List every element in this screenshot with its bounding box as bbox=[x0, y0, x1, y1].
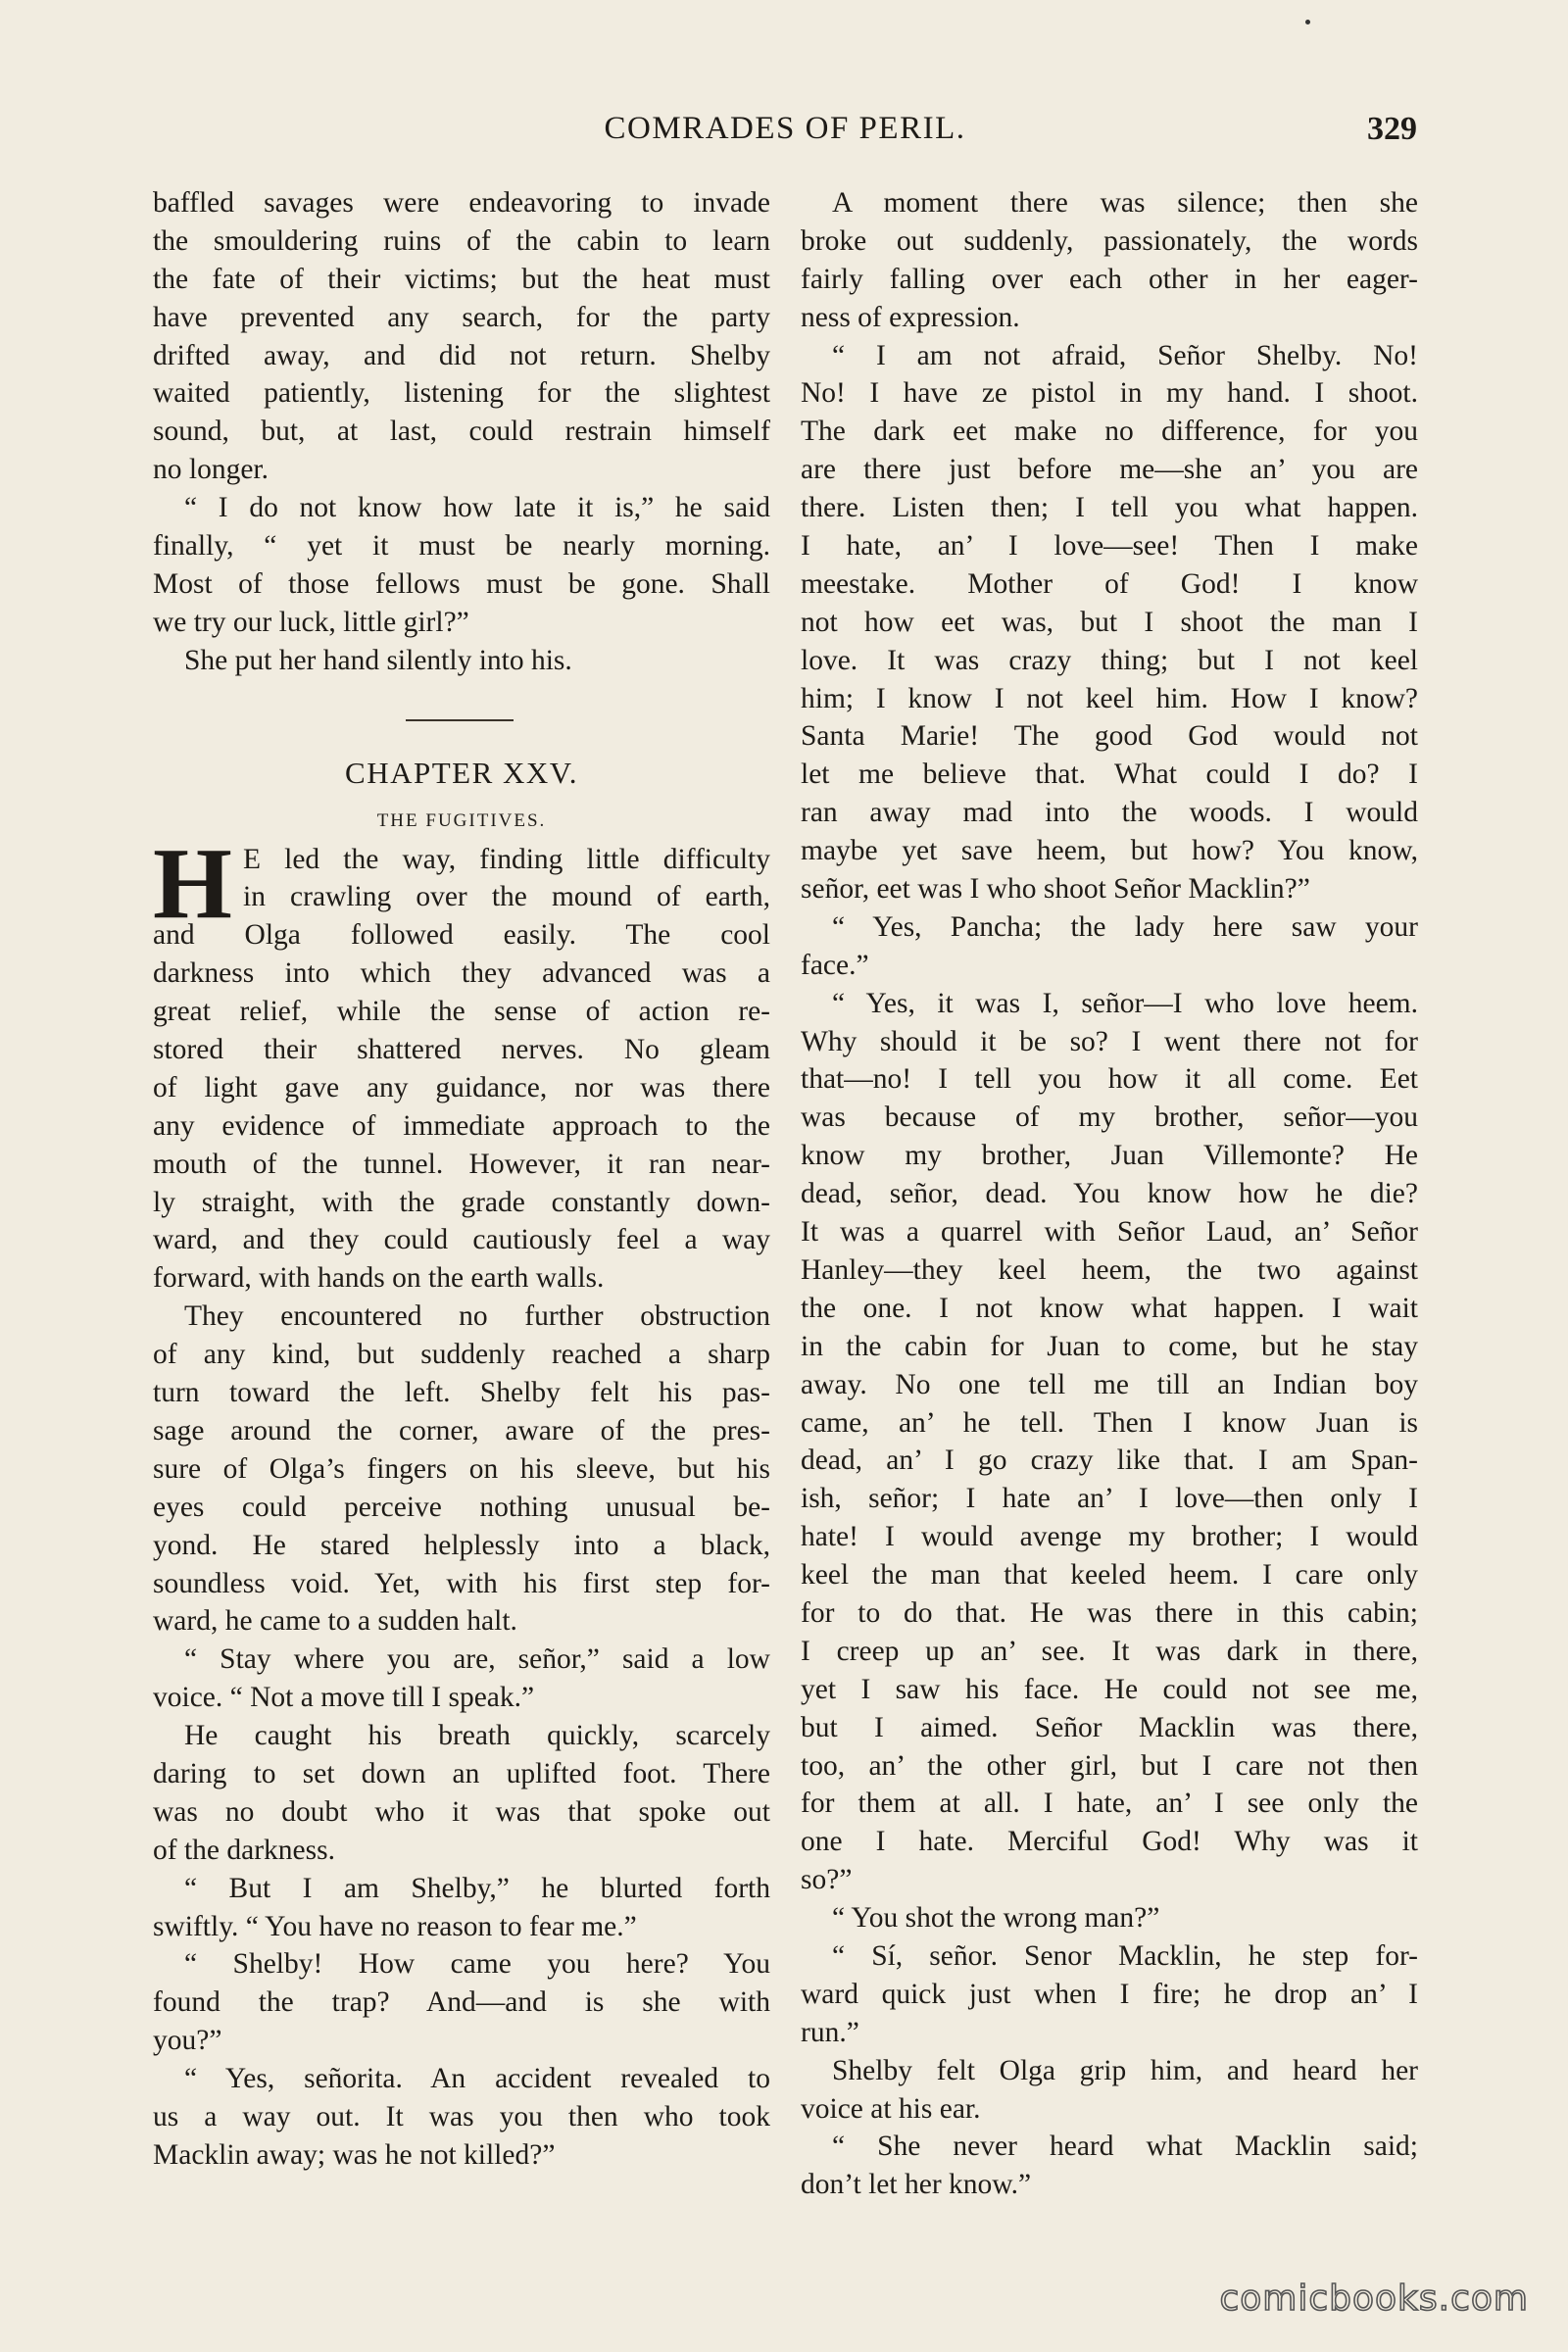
text-line: darkness into which they advanced was a bbox=[153, 957, 770, 990]
text-line: the smouldering ruins of the cabin to learn bbox=[153, 224, 770, 257]
text-line: “ Yes, señorita. An accident revealed to bbox=[184, 2063, 770, 2095]
text-line: ness of expression. bbox=[801, 301, 1020, 333]
text-line: I creep up an’ see. It was dark in there, bbox=[801, 1635, 1418, 1667]
text-line: know my brother, Juan Villemonte? He bbox=[801, 1140, 1418, 1172]
text-line: found the trap? And—and is she with bbox=[153, 1986, 770, 2019]
text-line: in the cabin for Juan to come, but he stay bbox=[801, 1330, 1418, 1362]
text-line: and Olga followed easily. The cool bbox=[153, 919, 770, 952]
text-line: of light gave any guidance, nor was there bbox=[153, 1071, 770, 1103]
text-line: great relief, while the sense of action re- bbox=[153, 996, 770, 1028]
chapter-subtitle: THE FUGITIVES. bbox=[376, 809, 547, 831]
text-line: don’t let her know.” bbox=[801, 2169, 1032, 2201]
text-line: any evidence of immediate approach to the bbox=[153, 1109, 770, 1142]
text-line: was no doubt who it was that spoke out bbox=[153, 1795, 770, 1828]
text-line: run.” bbox=[801, 2016, 859, 2048]
text-line: I hate, an’ I love—see! Then I make bbox=[801, 530, 1418, 563]
text-line: was because of my brother, señor—you bbox=[801, 1102, 1418, 1134]
text-line: mouth of the tunnel. However, it ran near- bbox=[153, 1148, 770, 1180]
text-line: The dark eet make no difference, for you bbox=[801, 416, 1418, 448]
text-line: “ Sí, señor. Senor Macklin, he step for- bbox=[832, 1939, 1418, 1972]
text-line: sure of Olga’s fingers on his sleeve, but his bbox=[153, 1452, 770, 1485]
text-line: sound, but, at last, could restrain himself bbox=[153, 416, 770, 448]
text-line: dead, señor, dead. You know how he die? bbox=[801, 1178, 1418, 1210]
text-line: “ I do not know how late it is,” he said bbox=[184, 492, 770, 524]
text-line: It was a quarrel with Señor Laud, an’ Señor bbox=[801, 1216, 1418, 1249]
drop-cap: H bbox=[153, 826, 232, 940]
text-line: baffled savages were endeavoring to invade bbox=[153, 187, 770, 219]
text-line: ward, he came to a sudden halt. bbox=[153, 1605, 517, 1638]
text-line: voice at his ear. bbox=[801, 2092, 981, 2125]
text-line: turn toward the left. Shelby felt his pas- bbox=[153, 1377, 770, 1409]
text-line: us a way out. It was you then who took bbox=[153, 2100, 770, 2132]
text-line: Shelby felt Olga grip him, and heard her bbox=[832, 2054, 1418, 2086]
watermark-logo: comicbooks.com bbox=[1219, 2278, 1529, 2319]
text-line: “ She never heard what Macklin said; bbox=[832, 2131, 1418, 2163]
text-line: too, an’ the other girl, but I care not then bbox=[801, 1749, 1418, 1782]
text-line: soundless void. Yet, with his first step for- bbox=[153, 1567, 770, 1599]
text-line: not how eet was, but I shoot the man I bbox=[801, 606, 1418, 638]
text-line: there. Listen then; I tell you what happen. bbox=[801, 492, 1418, 524]
text-line: E led the way, finding little difficulty bbox=[243, 843, 770, 875]
text-line: let me believe that. What could I do? I bbox=[801, 759, 1418, 791]
text-line: drifted away, and did not return. Shelby bbox=[153, 339, 770, 371]
text-line: yond. He stared helplessly into a black, bbox=[153, 1529, 770, 1561]
text-line: the fate of their victims; but the heat must bbox=[153, 263, 770, 295]
text-line: “ But I am Shelby,” he blurted forth bbox=[184, 1872, 770, 1904]
text-line: the one. I not know what happen. I wait bbox=[801, 1292, 1418, 1324]
text-line: dead, an’ I go crazy like that. I am Span- bbox=[801, 1445, 1418, 1477]
text-line: are there just before me—she an’ you are bbox=[801, 454, 1418, 486]
left-column-top-text bbox=[153, 184, 770, 680]
text-line: He caught his breath quickly, scarcely bbox=[184, 1720, 770, 1752]
text-line: Most of those fellows must be gone. Shall bbox=[153, 567, 770, 600]
text-line: but I aimed. Señor Macklin was there, bbox=[801, 1711, 1418, 1743]
text-line: “ Yes, it was I, señor—I who love heem. bbox=[832, 987, 1418, 1019]
text-line: ward quick just when I fire; he drop an’ I bbox=[801, 1978, 1418, 2010]
text-line: hate! I would avenge my brother; I would bbox=[801, 1521, 1418, 1553]
text-line: “ I am not afraid, Señor Shelby. No! bbox=[832, 339, 1418, 371]
text-line: ward, and they could cautiously feel a way bbox=[153, 1224, 770, 1256]
text-line: eyes could perceive nothing unusual be- bbox=[153, 1491, 770, 1523]
text-line: one I hate. Merciful God! Why was it bbox=[801, 1826, 1418, 1858]
text-line: for them at all. I hate, an’ I see only the bbox=[801, 1788, 1418, 1820]
text-line: swiftly. “ You have no reason to fear me.” bbox=[153, 1910, 637, 1942]
left-column bbox=[153, 184, 770, 2175]
text-line: keel the man that keeled heem. I care only bbox=[801, 1559, 1418, 1592]
text-line: Hanley—they keel heem, the two against bbox=[801, 1253, 1418, 1286]
page-number: 329 bbox=[1367, 111, 1417, 147]
text-line: señor, eet was I who shoot Señor Macklin?” bbox=[801, 873, 1310, 906]
text-line: stored their shattered nerves. No gleam bbox=[153, 1034, 770, 1066]
text-line: of any kind, but suddenly reached a sharp bbox=[153, 1339, 770, 1371]
text-line: sage around the corner, aware of the pres- bbox=[153, 1414, 770, 1446]
text-line: Santa Marie! The good God would not bbox=[801, 720, 1418, 753]
text-line: him; I know I not keel him. How I know? bbox=[801, 682, 1418, 714]
text-line: “ You shot the wrong man?” bbox=[832, 1902, 1160, 1935]
text-line: ly straight, with the grade constantly down- bbox=[153, 1186, 770, 1218]
text-line: that—no! I tell you how it all come. Eet bbox=[801, 1063, 1418, 1096]
left-column-bottom-text bbox=[153, 916, 770, 2174]
text-line: daring to set down an uplifted foot. There bbox=[153, 1757, 770, 1789]
text-line: face.” bbox=[801, 949, 869, 981]
text-line: for to do that. He was there in this cabin; bbox=[801, 1596, 1418, 1629]
text-line: No! I have ze pistol in my hand. I shoot. bbox=[801, 377, 1418, 410]
ink-speck bbox=[1305, 20, 1310, 24]
chapter-title: CHAPTER XXV. bbox=[345, 755, 578, 790]
drop-cap-lines bbox=[153, 841, 770, 917]
text-line: “ Shelby! How came you here? You bbox=[184, 1948, 770, 1981]
text-line: yet I saw his face. He could not see me, bbox=[801, 1673, 1418, 1705]
text-line: have prevented any search, for the party bbox=[153, 301, 770, 333]
text-line: maybe yet save heem, but how? You know, bbox=[801, 835, 1418, 867]
text-line: away. No one tell me till an Indian boy bbox=[801, 1368, 1418, 1400]
text-line: forward, with hands on the earth walls. bbox=[153, 1262, 605, 1295]
right-column bbox=[801, 184, 1418, 2204]
text-line: ish, señor; I hate an’ I love—then only I bbox=[801, 1483, 1418, 1515]
text-line: ran away mad into the woods. I would bbox=[801, 797, 1418, 829]
text-line: we try our luck, little girl?” bbox=[153, 606, 469, 638]
text-line: of the darkness. bbox=[153, 1834, 335, 1866]
running-title: COMRADES OF PERIL. bbox=[604, 111, 966, 146]
section-divider bbox=[153, 680, 770, 737]
text-line: finally, “ yet it must be nearly morning. bbox=[153, 530, 770, 563]
text-line: meestake. Mother of God! I know bbox=[801, 567, 1418, 600]
text-line: love. It was crazy thing; but I not keel bbox=[801, 644, 1418, 676]
page-header bbox=[153, 111, 1417, 160]
text-line: voice. “ Not a move till I speak.” bbox=[153, 1682, 535, 1714]
text-line: so?” bbox=[801, 1864, 853, 1896]
text-line: fairly falling over each other in her eager- bbox=[801, 263, 1418, 295]
text-line: “ Yes, Pancha; the lady here saw your bbox=[832, 910, 1418, 943]
text-line: waited patiently, listening for the slightest bbox=[153, 377, 770, 410]
text-line: She put her hand silently into his. bbox=[184, 644, 572, 676]
text-line: you?” bbox=[153, 2025, 222, 2057]
text-line: Macklin away; was he not killed?” bbox=[153, 2138, 556, 2171]
text-line: They encountered no further obstruction bbox=[184, 1300, 770, 1333]
text-line: came, an’ he tell. Then I know Juan is bbox=[801, 1406, 1418, 1439]
text-line: A moment there was silence; then she bbox=[832, 187, 1418, 219]
text-line: no longer. bbox=[153, 454, 269, 486]
text-line: “ Stay where you are, señor,” said a low bbox=[184, 1643, 770, 1676]
text-line: broke out suddenly, passionately, the words bbox=[801, 224, 1418, 257]
text-line: in crawling over the mound of earth, bbox=[243, 881, 770, 913]
right-column-text bbox=[801, 184, 1418, 2204]
text-line: Why should it be so? I went there not for bbox=[801, 1025, 1418, 1057]
